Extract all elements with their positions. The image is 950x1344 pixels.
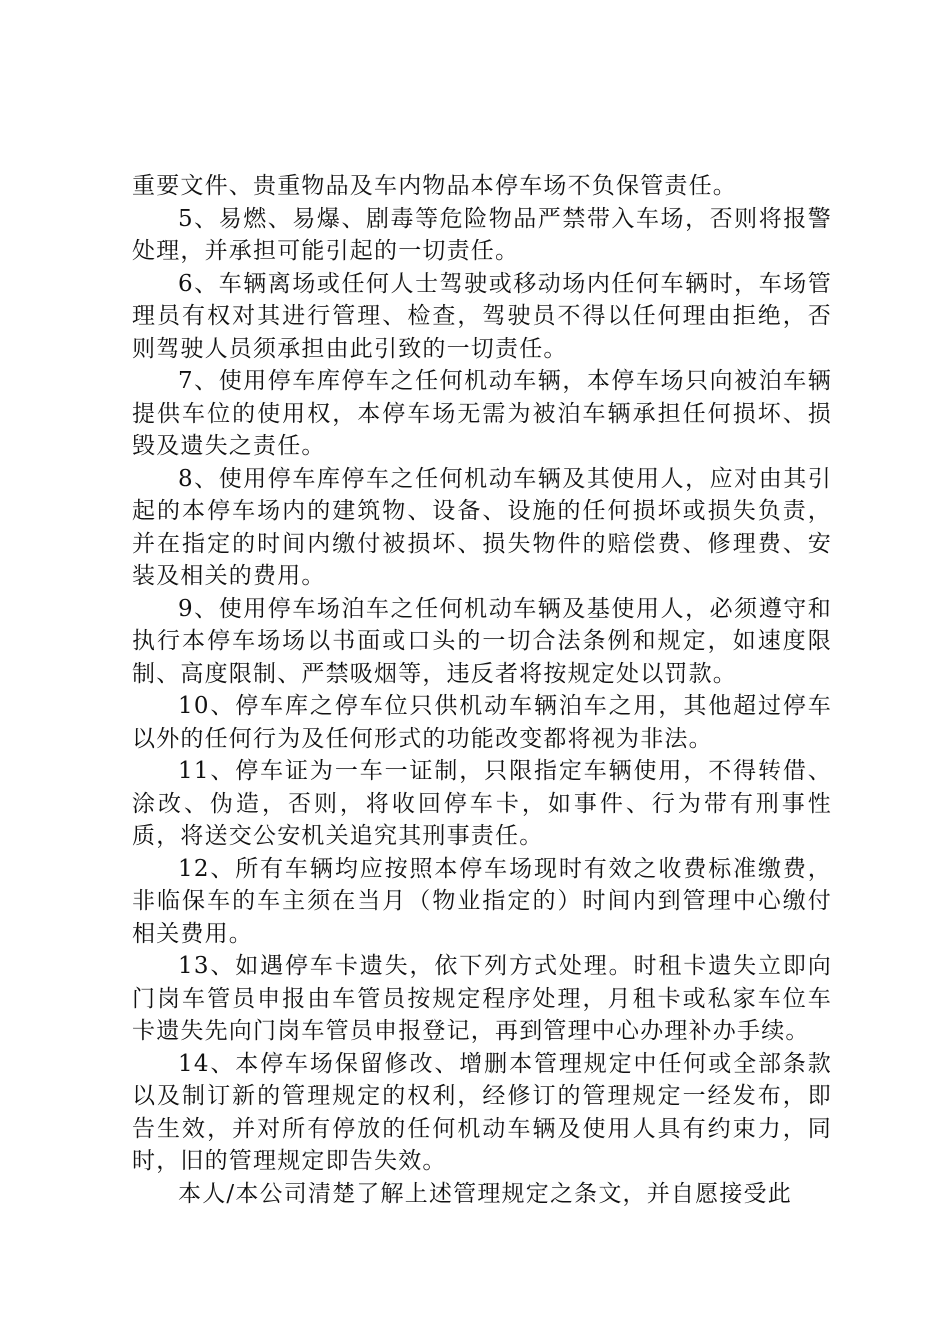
paragraph-rule-9: 9、使用停车场泊车之任何机动车辆及基使用人，必须遵守和执行本停车场场以书面或口头的一切合法条例和规定，如速度限制、高度限制、严禁吸烟等，违反者将按规定处以罚款。 [132, 595, 832, 687]
paragraph-rule-14: 14、本停车场保留修改、增删本管理规定中任何或全部条款以及制订新的管理规定的权利，经修订的管理规定一经发布，即告生效，并对所有停放的任何机动车辆及使用人具有约束力，同时，旧的管理规定即告失效。 [132, 1050, 832, 1174]
document-body [132, 170, 832, 1210]
paragraph-rule-10: 10、停车库之停车位只供机动车辆泊车之用，其他超过停车以外的任何行为及任何形式的功能改变都将视为非法。 [132, 693, 832, 752]
paragraph-rule-6: 6、车辆离场或任何人士驾驶或移动场内任何车辆时，车场管理员有权对其进行管理、检查，驾驶员不得以任何理由拒绝，否则驾驶人员须承担由此引致的一切责任。 [132, 270, 832, 362]
paragraph-rule-13: 13、如遇停车卡遗失，依下列方式处理。时租卡遗失立即向门岗车管员申报由车管员按规定程序处理，月租卡或私家车位车卡遗失先向门岗车管员申报登记，再到管理中心办理补办手续。 [132, 953, 832, 1044]
paragraph-rule-5: 5、易燃、易爆、剧毒等危险物品严禁带入车场，否则将报警处理，并承担可能引起的一切责任。 [132, 205, 832, 264]
paragraph-rule-12: 12、所有车辆均应按照本停车场现时有效之收费标准缴费，非临保车的车主须在当月（物业指定的）时间内到管理中心缴付相关费用。 [132, 855, 832, 947]
paragraph-rule-7: 7、使用停车库停车之任何机动车辆，本停车场只向被泊车辆提供车位的使用权，本停车场无需为被泊车辆承担任何损坏、损毁及遗失之责任。 [132, 368, 832, 459]
paragraph-continuation: 重要文件、贵重物品及车内物品本停车场不负保管责任。 [132, 173, 737, 199]
paragraph-rule-8: 8、使用停车库停车之任何机动车辆及其使用人，应对由其引起的本停车场内的建筑物、设备、设施的任何损坏或损失负责，并在指定的时间内缴付被损坏、损失物件的赔偿费、修理费、安装及相关的费用。 [132, 465, 832, 589]
paragraph-acknowledgement: 本人/本公司清楚了解上述管理规定之条文，并自愿接受此 [178, 1180, 792, 1207]
paragraph-rule-11: 11、停车证为一车一证制，只限指定车辆使用，不得转借、涂改、伪造，否则，将收回停车卡，如事件、行为带有刑事性质，将送交公安机关追究其刑事责任。 [132, 758, 832, 849]
